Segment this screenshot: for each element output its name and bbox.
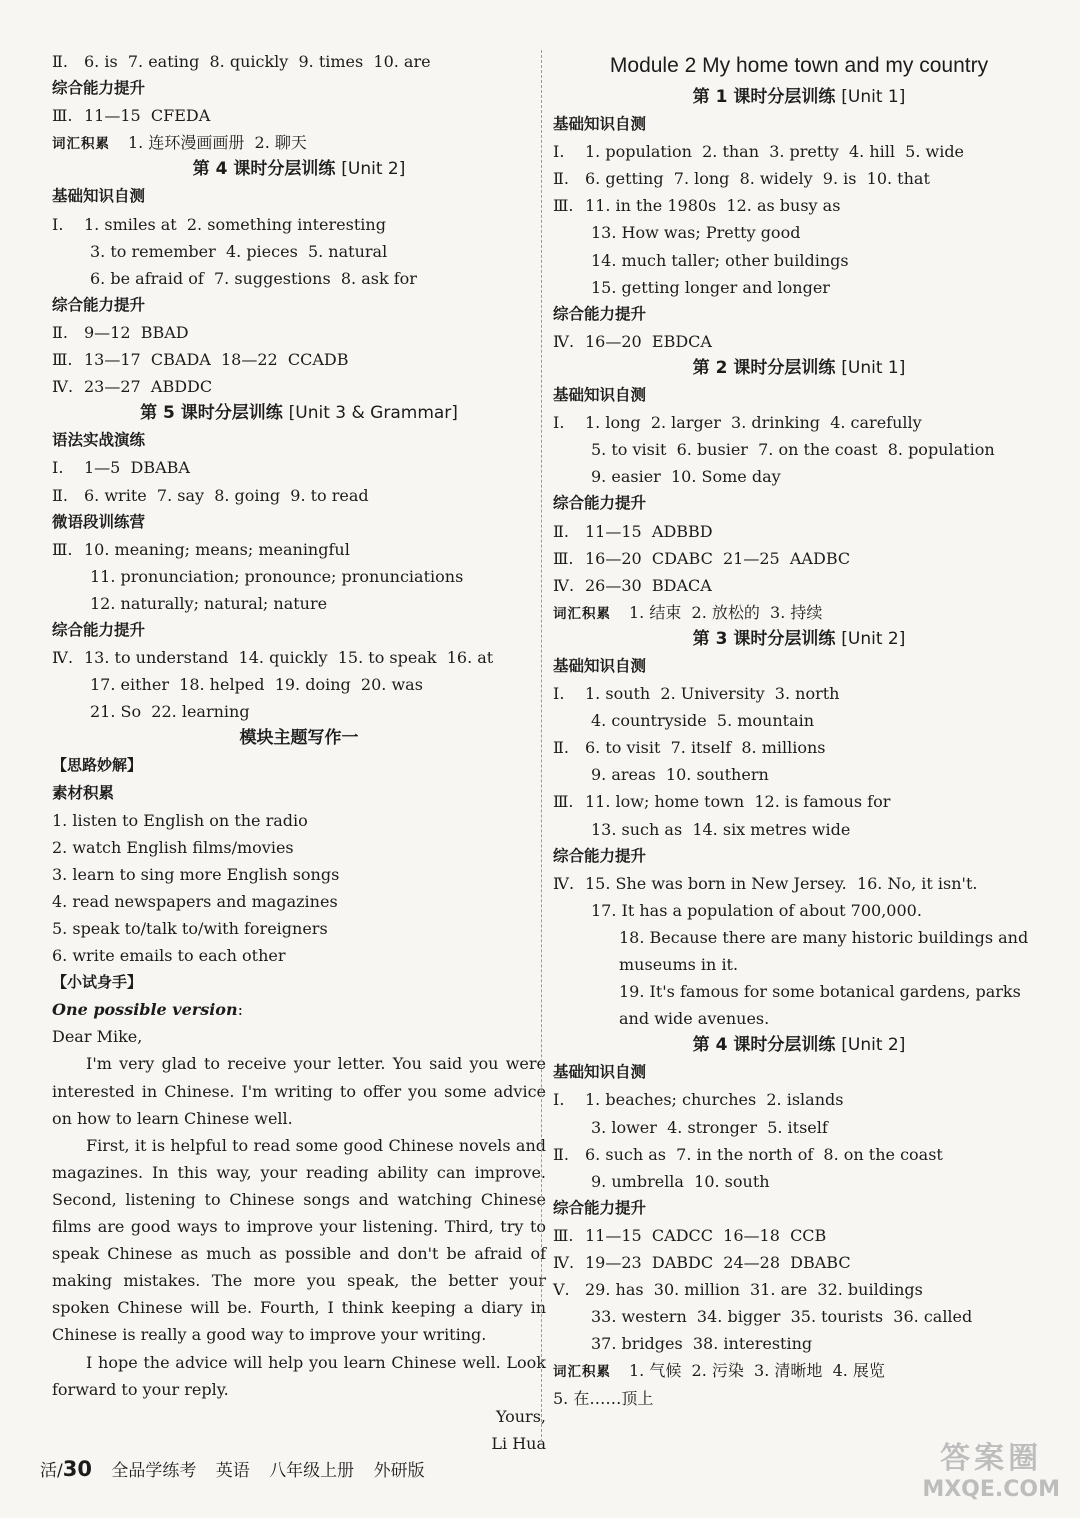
r-lesson-2-title: 第 2 课时分层训练 [Unit 1] <box>692 357 906 378</box>
module-title: Module 2 My home town and my country <box>609 54 989 77</box>
letter-signature: Li Hua <box>491 1433 546 1453</box>
answer-line <box>52 861 546 888</box>
answer-line <box>52 536 546 563</box>
answer-text: 9. easier 10. Some day <box>591 467 781 487</box>
answer-line <box>553 924 1045 978</box>
answer-line <box>553 1086 1045 1113</box>
answer-text: 9—12 BBAD <box>84 322 189 342</box>
answer-line <box>52 834 546 861</box>
vocab-label: 词汇积累 <box>553 1364 611 1381</box>
roman-numeral: Ⅲ. <box>52 106 73 126</box>
answer-line <box>553 599 1045 626</box>
section-heading: 微语段训练营 <box>52 512 146 531</box>
answer-line <box>52 915 546 942</box>
answer-line <box>553 1303 1045 1330</box>
roman-numeral: Ⅰ. <box>553 1090 565 1110</box>
answer-line <box>553 761 1045 788</box>
section-heading: 基础知识自测 <box>553 386 647 405</box>
answer-line <box>553 463 1045 490</box>
section-heading: 语法实战演练 <box>52 431 146 450</box>
answer-line <box>553 1168 1045 1195</box>
footer-prefix: 活/ <box>40 1461 63 1481</box>
answer-line <box>553 680 1045 707</box>
r-lesson-4-answers <box>553 1059 1045 1411</box>
answer-line <box>553 1222 1045 1249</box>
section-heading: 基础知识自测 <box>553 656 647 675</box>
answer-text: 11. in the 1980s 12. as busy as <box>585 196 841 216</box>
lesson-4-title: 第 4 课时分层训练 [Unit 2] <box>192 159 406 180</box>
answer-line <box>52 888 546 915</box>
r-lesson-3-answers <box>553 653 1045 1032</box>
answer-text: 6. to visit 7. itself 8. millions <box>585 738 826 758</box>
roman-numeral: Ⅳ. <box>52 648 74 668</box>
answer-text: 18. Because there are many historic buildings and museums in it. <box>619 927 1034 974</box>
answer-text: 17. either 18. helped 19. doing 20. was <box>90 675 423 695</box>
answer-text: 1. south 2. University 3. north <box>585 684 840 704</box>
answer-line <box>52 48 546 75</box>
answer-text: 16—20 CDABC 21—25 AADBC <box>585 548 851 568</box>
roman-numeral: Ⅲ. <box>553 196 574 216</box>
letter-paragraph: I'm very glad to receive your letter. You said you were interested in Chinese. I'm writing to offer you some advice on how to learn Chinese well. <box>52 1054 546 1128</box>
column-divider <box>541 50 542 1442</box>
answer-line <box>553 1249 1045 1276</box>
answer-text: 1. population 2. than 3. pretty 4. hill 5. wide <box>585 142 965 162</box>
letter-salutation: Dear Mike, <box>52 1027 143 1047</box>
roman-numeral: Ⅳ. <box>553 1253 575 1273</box>
answer-text: 2. watch English films/movies <box>52 837 294 857</box>
r-lesson-3-title: 第 3 课时分层训练 [Unit 2] <box>692 628 906 649</box>
footer-subject: 英语 <box>215 1461 250 1481</box>
answer-line <box>553 545 1045 572</box>
answer-line <box>553 734 1045 761</box>
answer-line <box>553 978 1045 1032</box>
answer-text: 23—27 ABDDC <box>84 377 213 397</box>
answer-line <box>553 816 1045 843</box>
answer-text: 33. western 34. bigger 35. tourists 36. called <box>591 1307 973 1327</box>
answer-line <box>52 454 546 481</box>
roman-numeral: Ⅰ. <box>553 684 565 704</box>
answer-line <box>553 1385 1045 1412</box>
answer-text: 5. to visit 6. busier 7. on the coast 8. population <box>591 440 995 460</box>
answer-line <box>553 274 1045 301</box>
roman-numeral: Ⅱ. <box>553 521 569 541</box>
writing-title: 模块主题写作一 <box>239 728 359 749</box>
letter-paragraph: I hope the advice will help you learn Chinese well. Look forward to your reply. <box>52 1352 546 1399</box>
answer-text: 3. to remember 4. pieces 5. natural <box>90 241 388 261</box>
answer-text: 11—15 CFEDA <box>84 106 211 126</box>
roman-numeral: Ⅳ. <box>52 377 74 397</box>
answer-text: 11. pronunciation; pronounce; pronunciations <box>90 566 464 586</box>
answer-text: 1. long 2. larger 3. drinking 4. carefully <box>585 413 922 433</box>
section-heading: 素材积累 <box>52 783 115 802</box>
letter-closing: Yours, <box>495 1406 546 1426</box>
answer-text: 15. getting longer and longer <box>591 277 830 297</box>
answer-line <box>52 942 546 969</box>
footer-grade: 八年级上册 <box>269 1461 355 1481</box>
answer-line <box>52 590 546 617</box>
answer-text: 1. 结束 2. 放松的 3. 持续 <box>629 602 823 622</box>
section-heading: 综合能力提升 <box>553 1198 647 1217</box>
answer-text: 6. getting 7. long 8. widely 9. is 10. that <box>585 169 930 189</box>
footer-edition: 外研版 <box>373 1461 425 1481</box>
answer-text: 13—17 CBADA 18—22 CCADB <box>84 350 349 370</box>
section-heading: 基础知识自测 <box>553 115 647 134</box>
roman-numeral: Ⅱ. <box>52 485 68 505</box>
answer-line <box>52 129 546 156</box>
site-watermark: 答案圈 MXQE.COM <box>922 1441 1060 1502</box>
answer-text: 13. How was; Pretty good <box>591 223 801 243</box>
answer-text: 13. to understand 14. quickly 15. to speak 16. at <box>84 648 494 668</box>
answer-text: 1. 气候 2. 污染 3. 清晰地 4. 展览 <box>629 1361 885 1381</box>
answer-text: 17. It has a population of about 700,000. <box>591 900 922 920</box>
answer-text: 6. write 7. say 8. going 9. to read <box>84 485 369 505</box>
answer-text: 3. lower 4. stronger 5. itself <box>591 1117 828 1137</box>
answer-line <box>553 328 1045 355</box>
answer-line <box>553 436 1045 463</box>
lesson-4-answers <box>52 183 546 400</box>
version-label: One possible version: <box>52 1000 243 1020</box>
roman-numeral: Ⅱ. <box>52 52 68 71</box>
answer-line <box>553 1330 1045 1357</box>
answer-text: 1. smiles at 2. something interesting <box>84 214 386 234</box>
answer-text: 13. such as 14. six metres wide <box>591 819 851 839</box>
answer-line <box>553 572 1045 599</box>
answer-text: 19. It's famous for some botanical gardens, parks and wide avenues. <box>619 982 1026 1029</box>
letter-body <box>52 1050 546 1402</box>
answer-line <box>52 319 546 346</box>
answer-line <box>52 238 546 265</box>
roman-numeral: Ⅱ. <box>52 322 68 342</box>
writing-notes <box>52 752 546 996</box>
answer-line <box>553 409 1045 436</box>
footer-book: 全品学练考 <box>111 1461 197 1481</box>
answer-text: 1—5 DBABA <box>84 458 190 478</box>
answer-line <box>52 211 546 238</box>
answer-line <box>553 219 1045 246</box>
bracket-heading: 【小试身手】 <box>52 973 143 992</box>
bracket-heading: 【思路妙解】 <box>52 756 143 775</box>
lesson-5-answers <box>52 427 546 725</box>
section-heading: 综合能力提升 <box>553 846 647 865</box>
answer-line <box>553 1114 1045 1141</box>
answer-text: 9. areas 10. southern <box>591 765 769 785</box>
answer-line <box>52 482 546 509</box>
left-column <box>52 48 546 1457</box>
answer-text: 37. bridges 38. interesting <box>591 1334 813 1354</box>
answer-text: 11—15 CADCC 16—18 CCB <box>585 1225 827 1245</box>
answer-line <box>52 807 546 834</box>
answer-text: 6. is 7. eating 8. quickly 9. times 10. are <box>84 52 431 71</box>
roman-numeral: Ⅲ. <box>553 548 574 568</box>
section-heading: 综合能力提升 <box>52 295 146 314</box>
roman-numeral: Ⅲ. <box>553 792 574 812</box>
answer-text: 6. such as 7. in the north of 8. on the coast <box>585 1144 943 1164</box>
answer-line <box>52 373 546 400</box>
answer-line <box>553 870 1045 897</box>
answer-text: 1. listen to English on the radio <box>52 810 308 830</box>
answer-text: 29. has 30. million 31. are 32. buildings <box>585 1280 923 1300</box>
answer-line <box>553 1141 1045 1168</box>
answer-line <box>553 247 1045 274</box>
answer-text: 26—30 BDACA <box>585 575 712 595</box>
answer-text: 5. 在……顶上 <box>553 1388 654 1408</box>
answer-line <box>553 1276 1045 1303</box>
answer-line <box>553 138 1045 165</box>
answer-text: 6. be afraid of 7. suggestions 8. ask for <box>90 268 417 288</box>
roman-numeral: Ⅰ. <box>52 458 64 478</box>
section-heading: 基础知识自测 <box>553 1063 647 1082</box>
vocab-label: 词汇积累 <box>52 136 110 153</box>
answer-text: 16—20 EBDCA <box>585 331 712 351</box>
answer-text: 21. So 22. learning <box>90 702 250 722</box>
answer-line <box>52 102 546 129</box>
answer-line <box>52 265 546 292</box>
page-number: 30 <box>62 1457 92 1481</box>
answer-line <box>52 346 546 373</box>
roman-numeral: Ⅳ. <box>553 575 575 595</box>
answer-line <box>553 897 1045 924</box>
r-lesson-1-answers <box>553 111 1045 355</box>
roman-numeral: Ⅱ. <box>553 1144 569 1164</box>
answer-line <box>553 707 1045 734</box>
roman-numeral: Ⅲ. <box>553 1225 574 1245</box>
r-lesson-2-answers <box>553 382 1045 626</box>
answer-line <box>553 165 1045 192</box>
lesson-5-title: 第 5 课时分层训练 [Unit 3 & Grammar] <box>140 403 458 424</box>
section-heading: 综合能力提升 <box>553 304 647 323</box>
letter-paragraph: First, it is helpful to read some good Chinese novels and magazines. In this way, your reading ability can improve. Second, listening to Chinese songs and watching Chinese films are good ways to improve your listening. Third, try to speak Chinese as much as possible and don't be afraid of making mistakes. The more you speak, the better your spoken Chinese will be. Fourth, I think keeping a diary in Chinese is really a good way to improve your writing. <box>52 1135 546 1345</box>
answer-text: 12. naturally; natural; nature <box>90 593 328 613</box>
answer-text: 19—23 DABDC 24—28 DBABC <box>585 1253 851 1273</box>
left-top-answers <box>52 48 546 156</box>
roman-numeral: Ⅰ. <box>553 413 565 433</box>
answer-text: 6. write emails to each other <box>52 946 286 966</box>
answer-text: 15. She was born in New Jersey. 16. No, it isn't. <box>585 873 978 893</box>
section-heading: 综合能力提升 <box>553 494 647 513</box>
answer-text: 1. 连环漫画画册 2. 聊天 <box>128 133 307 153</box>
page-footer <box>40 1456 425 1481</box>
answer-text: 1. beaches; churches 2. islands <box>585 1090 844 1110</box>
answer-text: 11. low; home town 12. is famous for <box>585 792 891 812</box>
vocab-label: 词汇积累 <box>553 605 611 622</box>
roman-numeral: Ⅲ. <box>52 539 73 559</box>
roman-numeral: Ⅳ. <box>553 873 575 893</box>
roman-numeral: Ⅰ. <box>52 214 64 234</box>
answer-text: 10. meaning; means; meaningful <box>84 539 350 559</box>
answer-line <box>52 644 546 671</box>
answer-text: 3. learn to sing more English songs <box>52 864 340 884</box>
section-heading: 综合能力提升 <box>52 79 146 98</box>
roman-numeral: Ⅱ. <box>553 169 569 189</box>
answer-line <box>553 1357 1045 1384</box>
answer-line <box>553 192 1045 219</box>
answer-text: 14. much taller; other buildings <box>591 250 849 270</box>
answer-line <box>52 671 546 698</box>
roman-numeral: Ⅴ. <box>553 1280 570 1300</box>
answer-line <box>553 788 1045 815</box>
answer-text: 9. umbrella 10. south <box>591 1171 770 1191</box>
roman-numeral: Ⅰ. <box>553 142 565 162</box>
answer-line <box>553 518 1045 545</box>
r-lesson-4-title: 第 4 课时分层训练 [Unit 2] <box>692 1035 906 1056</box>
right-column <box>553 48 1045 1412</box>
answer-text: 5. speak to/talk to/with foreigners <box>52 919 328 938</box>
r-lesson-1-title: 第 1 课时分层训练 [Unit 1] <box>692 87 906 107</box>
answer-text: 4. read newspapers and magazines <box>52 891 338 911</box>
answer-text: 4. countryside 5. mountain <box>591 711 815 731</box>
answer-text: 11—15 ADBBD <box>585 521 713 541</box>
roman-numeral: Ⅳ. <box>553 331 575 351</box>
answer-line <box>52 563 546 590</box>
section-heading: 综合能力提升 <box>52 620 146 639</box>
roman-numeral: Ⅱ. <box>553 738 569 758</box>
answer-line <box>52 698 546 725</box>
section-heading: 基础知识自测 <box>52 187 146 206</box>
roman-numeral: Ⅲ. <box>52 350 73 370</box>
